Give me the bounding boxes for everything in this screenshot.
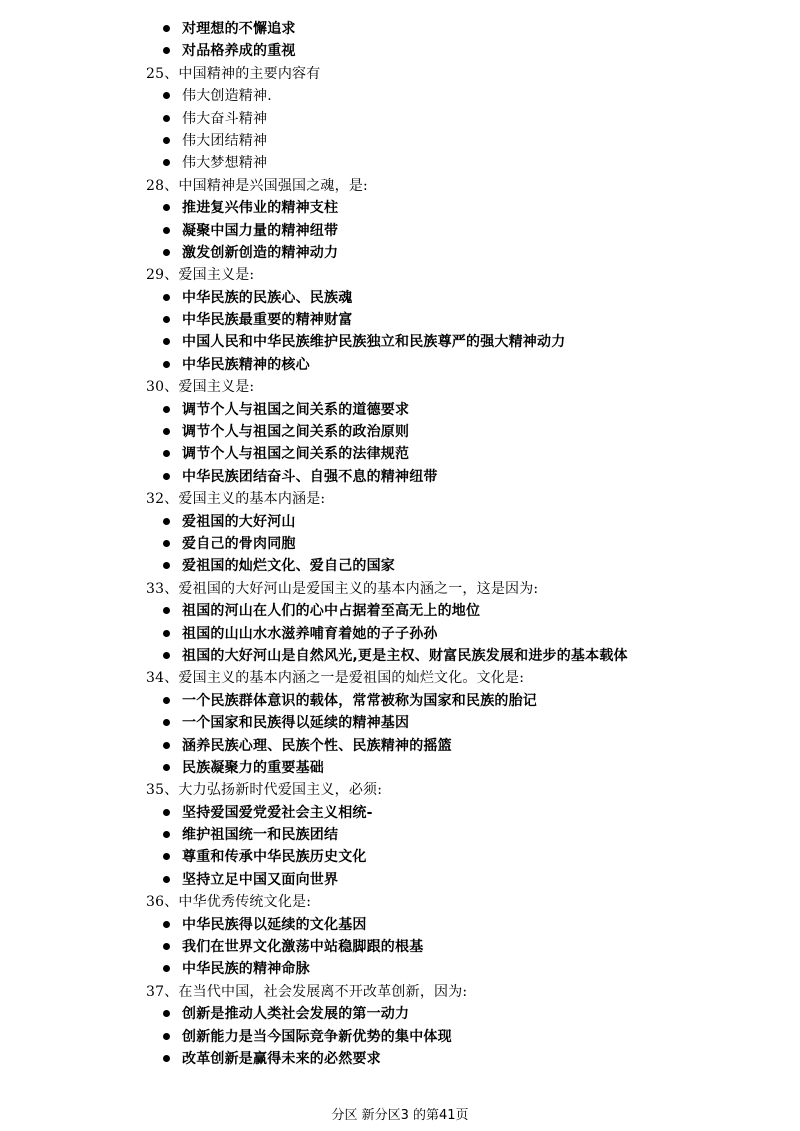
option-text: 坚持立足中国又面向世界 bbox=[182, 871, 339, 888]
option-text: 尊重和传承中华民族历史文化 bbox=[182, 849, 367, 866]
question-text: 34、爱国主义的基本内涵之一是爱祖国的灿烂文化。文化是: bbox=[146, 670, 525, 687]
document-body bbox=[0, 18, 800, 1070]
bullet-icon bbox=[163, 227, 170, 234]
bullet-icon bbox=[163, 159, 170, 166]
option-text: 对理想的不懈追求 bbox=[182, 21, 296, 37]
question-heading bbox=[146, 667, 800, 689]
option-text: 创新能力是当今国际竞争新优势的集中体现 bbox=[182, 1028, 452, 1045]
bullet-icon bbox=[163, 25, 170, 32]
bullet-icon bbox=[163, 1010, 170, 1017]
answer-option bbox=[160, 824, 800, 846]
answer-option bbox=[160, 354, 800, 376]
option-text: 中华民族的精神命脉 bbox=[182, 961, 310, 978]
bullet-icon bbox=[163, 249, 170, 256]
bullet-icon bbox=[163, 764, 170, 771]
option-text: 调节个人与祖国之间关系的法律规范 bbox=[182, 446, 410, 463]
option-text: 伟大奋斗精神 bbox=[182, 110, 268, 127]
question-text: 35、大力弘扬新时代爱国主义，必须: bbox=[146, 782, 383, 799]
bullet-icon bbox=[163, 809, 170, 816]
option-text: 民族凝聚力的重要基础 bbox=[182, 759, 324, 776]
option-text: 中华民族最重要的精神财富 bbox=[182, 312, 353, 329]
answer-option bbox=[160, 623, 800, 645]
option-text: 创新是推动人类社会发展的第一动力 bbox=[182, 1006, 410, 1023]
bullet-icon bbox=[163, 428, 170, 435]
answer-option bbox=[160, 421, 800, 443]
bullet-icon bbox=[163, 562, 170, 569]
bullet-icon bbox=[163, 1055, 170, 1062]
answer-option bbox=[160, 197, 800, 219]
answer-option bbox=[160, 287, 800, 309]
answer-option bbox=[160, 869, 800, 891]
question-heading bbox=[146, 779, 800, 801]
bullet-icon bbox=[163, 137, 170, 144]
option-text: 对品格养成的重视 bbox=[182, 43, 296, 60]
answer-option bbox=[160, 130, 800, 152]
answer-option bbox=[160, 399, 800, 421]
bullet-icon bbox=[163, 607, 170, 614]
question-heading bbox=[146, 578, 800, 600]
bullet-icon bbox=[163, 652, 170, 659]
option-text: 维护祖国统一和民族团结 bbox=[182, 827, 339, 844]
bullet-icon bbox=[163, 518, 170, 525]
bullet-icon bbox=[163, 115, 170, 122]
answer-option bbox=[160, 914, 800, 936]
answer-option bbox=[160, 958, 800, 980]
bullet-icon bbox=[163, 853, 170, 860]
bullet-icon bbox=[163, 742, 170, 749]
answer-option bbox=[160, 85, 800, 107]
option-text: 调节个人与祖国之间关系的政治原则 bbox=[182, 424, 410, 441]
question-text: 37、在当代中国，社会发展离不开改革创新，因为: bbox=[146, 983, 468, 1000]
bullet-icon bbox=[163, 943, 170, 950]
answer-option bbox=[160, 511, 800, 533]
option-text: 伟大创造精神. bbox=[182, 88, 272, 105]
answer-option bbox=[160, 40, 800, 62]
page-footer: 分区 新分区3 的第41页 bbox=[331, 1108, 469, 1123]
answer-option bbox=[160, 466, 800, 488]
question-text: 29、爱国主义是: bbox=[146, 267, 255, 284]
question-text: 36、中华优秀传统文化是: bbox=[146, 894, 312, 911]
answer-option bbox=[160, 1026, 800, 1048]
bullet-icon bbox=[163, 294, 170, 301]
bullet-icon bbox=[163, 719, 170, 726]
bullet-icon bbox=[163, 47, 170, 54]
option-text: 中国人民和中华民族维护民族独立和民族尊严的强大精神动力 bbox=[182, 334, 566, 351]
option-text: 中华民族团结奋斗、自强不息的精神纽带 bbox=[182, 468, 438, 485]
option-text: 中华民族精神的核心 bbox=[182, 356, 310, 373]
answer-option bbox=[160, 18, 800, 40]
answer-option bbox=[160, 712, 800, 734]
option-text: 坚持爱国爱党爱社会主义相统- bbox=[182, 804, 373, 821]
question-heading bbox=[146, 264, 800, 286]
answer-option bbox=[160, 757, 800, 779]
option-text: 我们在世界文化激荡中站稳脚跟的根基 bbox=[182, 939, 424, 956]
answer-option bbox=[160, 443, 800, 465]
option-text: 中华民族得以延续的文化基因 bbox=[182, 916, 367, 933]
answer-option bbox=[160, 936, 800, 958]
bullet-icon bbox=[163, 406, 170, 413]
bullet-icon bbox=[163, 630, 170, 637]
question-heading bbox=[146, 488, 800, 510]
option-text: 伟大梦想精神 bbox=[182, 155, 268, 172]
bullet-icon bbox=[163, 876, 170, 883]
answer-option bbox=[160, 600, 800, 622]
answer-option bbox=[160, 108, 800, 130]
bullet-icon bbox=[163, 697, 170, 704]
answer-option bbox=[160, 331, 800, 353]
answer-option bbox=[160, 690, 800, 712]
option-text: 爱祖国的灿烂文化、爱自己的国家 bbox=[182, 558, 395, 575]
question-text: 28、中国精神是兴国强国之魂，是: bbox=[146, 177, 368, 194]
answer-option bbox=[160, 846, 800, 868]
option-text: 祖国的河山在人们的心中占据着至高无上的地位 bbox=[182, 603, 481, 620]
question-heading bbox=[146, 63, 800, 85]
bullet-icon bbox=[163, 921, 170, 928]
option-text: 中华民族的民族心、民族魂 bbox=[182, 289, 353, 306]
option-text: 祖国的大好河山是自然风光,更是主权、财富民族发展和进步的基本载体 bbox=[182, 647, 628, 664]
question-text: 30、爱国主义是: bbox=[146, 379, 255, 396]
question-heading bbox=[146, 981, 800, 1003]
question-heading bbox=[146, 175, 800, 197]
option-text: 凝聚中国力量的精神纽带 bbox=[182, 222, 339, 239]
answer-option bbox=[160, 645, 800, 667]
answer-option bbox=[160, 242, 800, 264]
bullet-icon bbox=[163, 831, 170, 838]
bullet-icon bbox=[163, 473, 170, 480]
bullet-icon bbox=[163, 1033, 170, 1040]
option-text: 爱祖国的大好河山 bbox=[182, 513, 296, 530]
option-text: 伟大团结精神 bbox=[182, 132, 268, 149]
question-text: 32、爱国主义的基本内涵是: bbox=[146, 491, 326, 508]
option-text: 一个国家和民族得以延续的精神基因 bbox=[182, 715, 410, 732]
bullet-icon bbox=[163, 338, 170, 345]
answer-option bbox=[160, 220, 800, 242]
answer-option bbox=[160, 1003, 800, 1025]
option-text: 爱自己的骨肉同胞 bbox=[182, 535, 296, 552]
answer-option bbox=[160, 555, 800, 577]
option-text: 激发创新创造的精神动力 bbox=[182, 244, 339, 261]
option-text: 一个民族群体意识的载体，常常被称为国家和民族的胎记 bbox=[182, 692, 537, 709]
question-text: 25、中国精神的主要内容有 bbox=[146, 65, 321, 82]
bullet-icon bbox=[163, 361, 170, 368]
question-text: 33、爱祖国的大好河山是爱国主义的基本内涵之一，这是因为: bbox=[146, 580, 539, 597]
bullet-icon bbox=[163, 965, 170, 972]
option-text: 调节个人与祖国之间关系的道德要求 bbox=[182, 401, 410, 418]
option-text: 祖国的山山水水滋养哺育着她的子子孙孙 bbox=[182, 625, 438, 642]
answer-option bbox=[160, 1048, 800, 1070]
answer-option bbox=[160, 802, 800, 824]
option-text: 涵养民族心理、民族个性、民族精神的摇篮 bbox=[182, 737, 452, 754]
question-heading bbox=[146, 376, 800, 398]
answer-option bbox=[160, 735, 800, 757]
answer-option bbox=[160, 533, 800, 555]
bullet-icon bbox=[163, 450, 170, 457]
question-heading bbox=[146, 891, 800, 913]
bullet-icon bbox=[163, 204, 170, 211]
answer-option bbox=[160, 152, 800, 174]
answer-option bbox=[160, 309, 800, 331]
bullet-icon bbox=[163, 316, 170, 323]
option-text: 推进复兴伟业的精神支柱 bbox=[182, 200, 339, 217]
bullet-icon bbox=[163, 92, 170, 99]
option-text: 改革创新是赢得未来的必然要求 bbox=[182, 1050, 381, 1067]
bullet-icon bbox=[163, 540, 170, 547]
